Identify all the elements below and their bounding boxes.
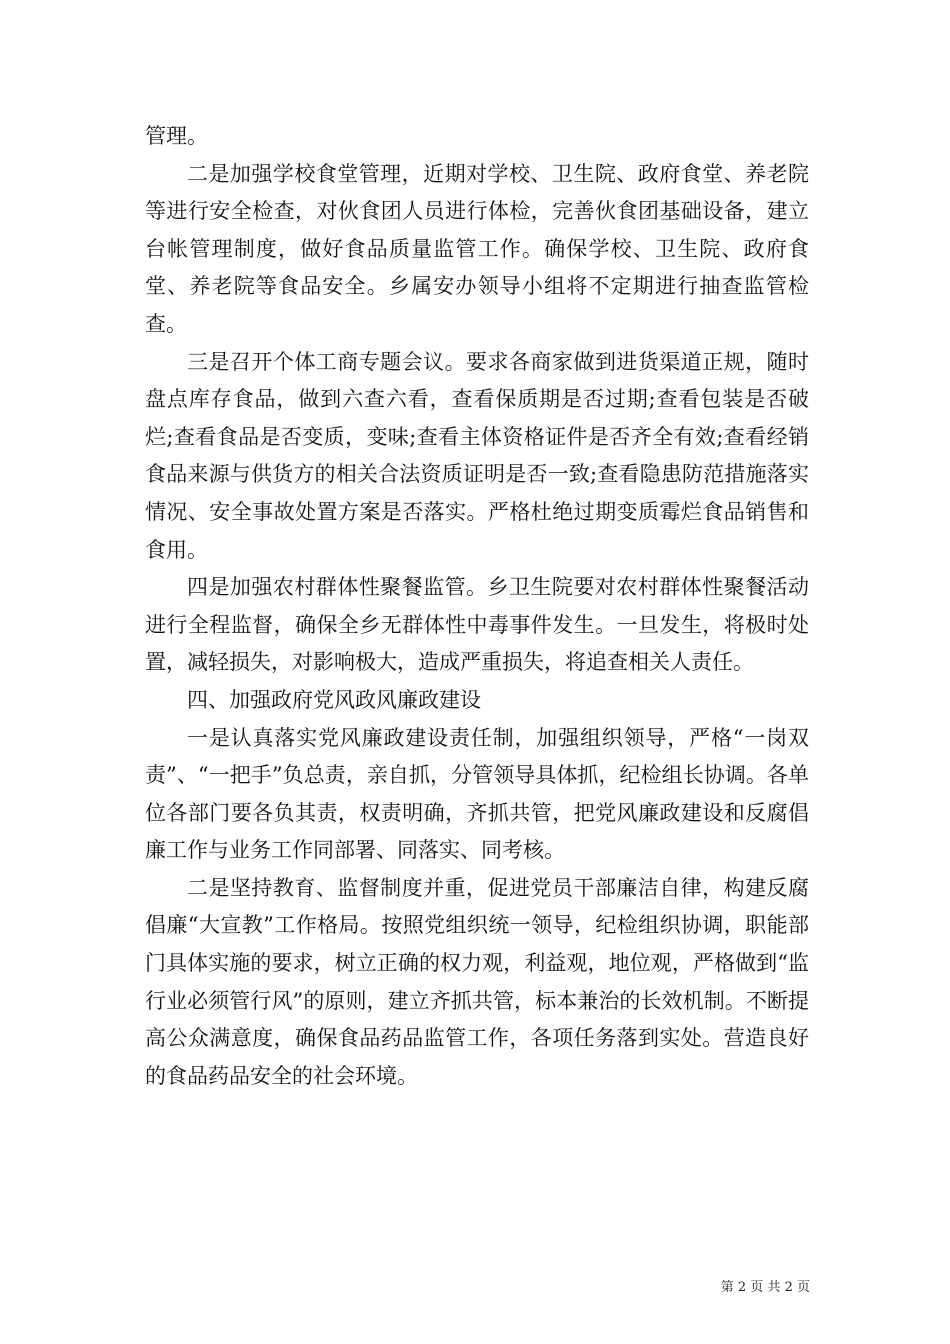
section-heading: 四、加强政府党风政风廉政建设 [187,687,481,712]
document-body [145,118,809,1095]
page-number-footer: 第 2 页 共 2 页 [720,1280,810,1295]
paragraph: 二是加强学校食堂管理，近期对学校、卫生院、政府食堂、养老院等进行安全检查，对伙食团人员进行体检，完善伙食团基础设备，建立台帐管理制度，做好食品质量监管工作。确保学校、卫生院、政府食堂、养老院等食品安全。乡属安办领导小组将不定期进行抽查监管检查。 [145,161,809,336]
paragraph: 二是坚持教育、监督制度并重，促进党员干部廉洁自律，构建反腐倡廉“大宣教”工作格局。按照党组织统一领导，纪检组织协调，职能部门具体实施的要求，树立正确的权力观，利益观，地位观，严格做到“监行业必须管行风”的原则，建立齐抓共管，标本兼治的长效机制。不断提高公众满意度，确保食品药品监管工作，各项任务落到实处。营造良好的食品药品安全的社会环境。 [145,875,809,1088]
paragraph: 三是召开个体工商专题会议。要求各商家做到进货渠道正规，随时盘点库存食品，做到六查六看，查看保质期是否过期;查看包装是否破烂;查看食品是否变质，变味;查看主体资格证件是否齐全有效;查看经销食品来源与供货方的相关合法资质证明是否一致;查看隐患防范措施落实情况、安全事故处置方案是否落实。严格杜绝过期变质霉烂食品销售和食用。 [145,349,809,562]
paragraph: 管理。 [145,124,208,148]
paragraph: 一是认真落实党风廉政建设责任制，加强组织领导，严格“一岗双责”、“一把手”负总责，亲自抓，分管领导具体抓，纪检组长协调。各单位各部门要各负其责，权责明确，齐抓共管，把党风廉政建设和反腐倡廉工作与业务工作同部署、同落实、同考核。 [145,725,809,863]
paragraph: 四是加强农村群体性聚餐监管。乡卫生院要对农村群体性聚餐活动进行全程监督，确保全乡无群体性中毒事件发生。一旦发生，将极时处置，减轻损失，对影响极大，造成严重损失，将追查相关人责任。 [145,575,809,675]
